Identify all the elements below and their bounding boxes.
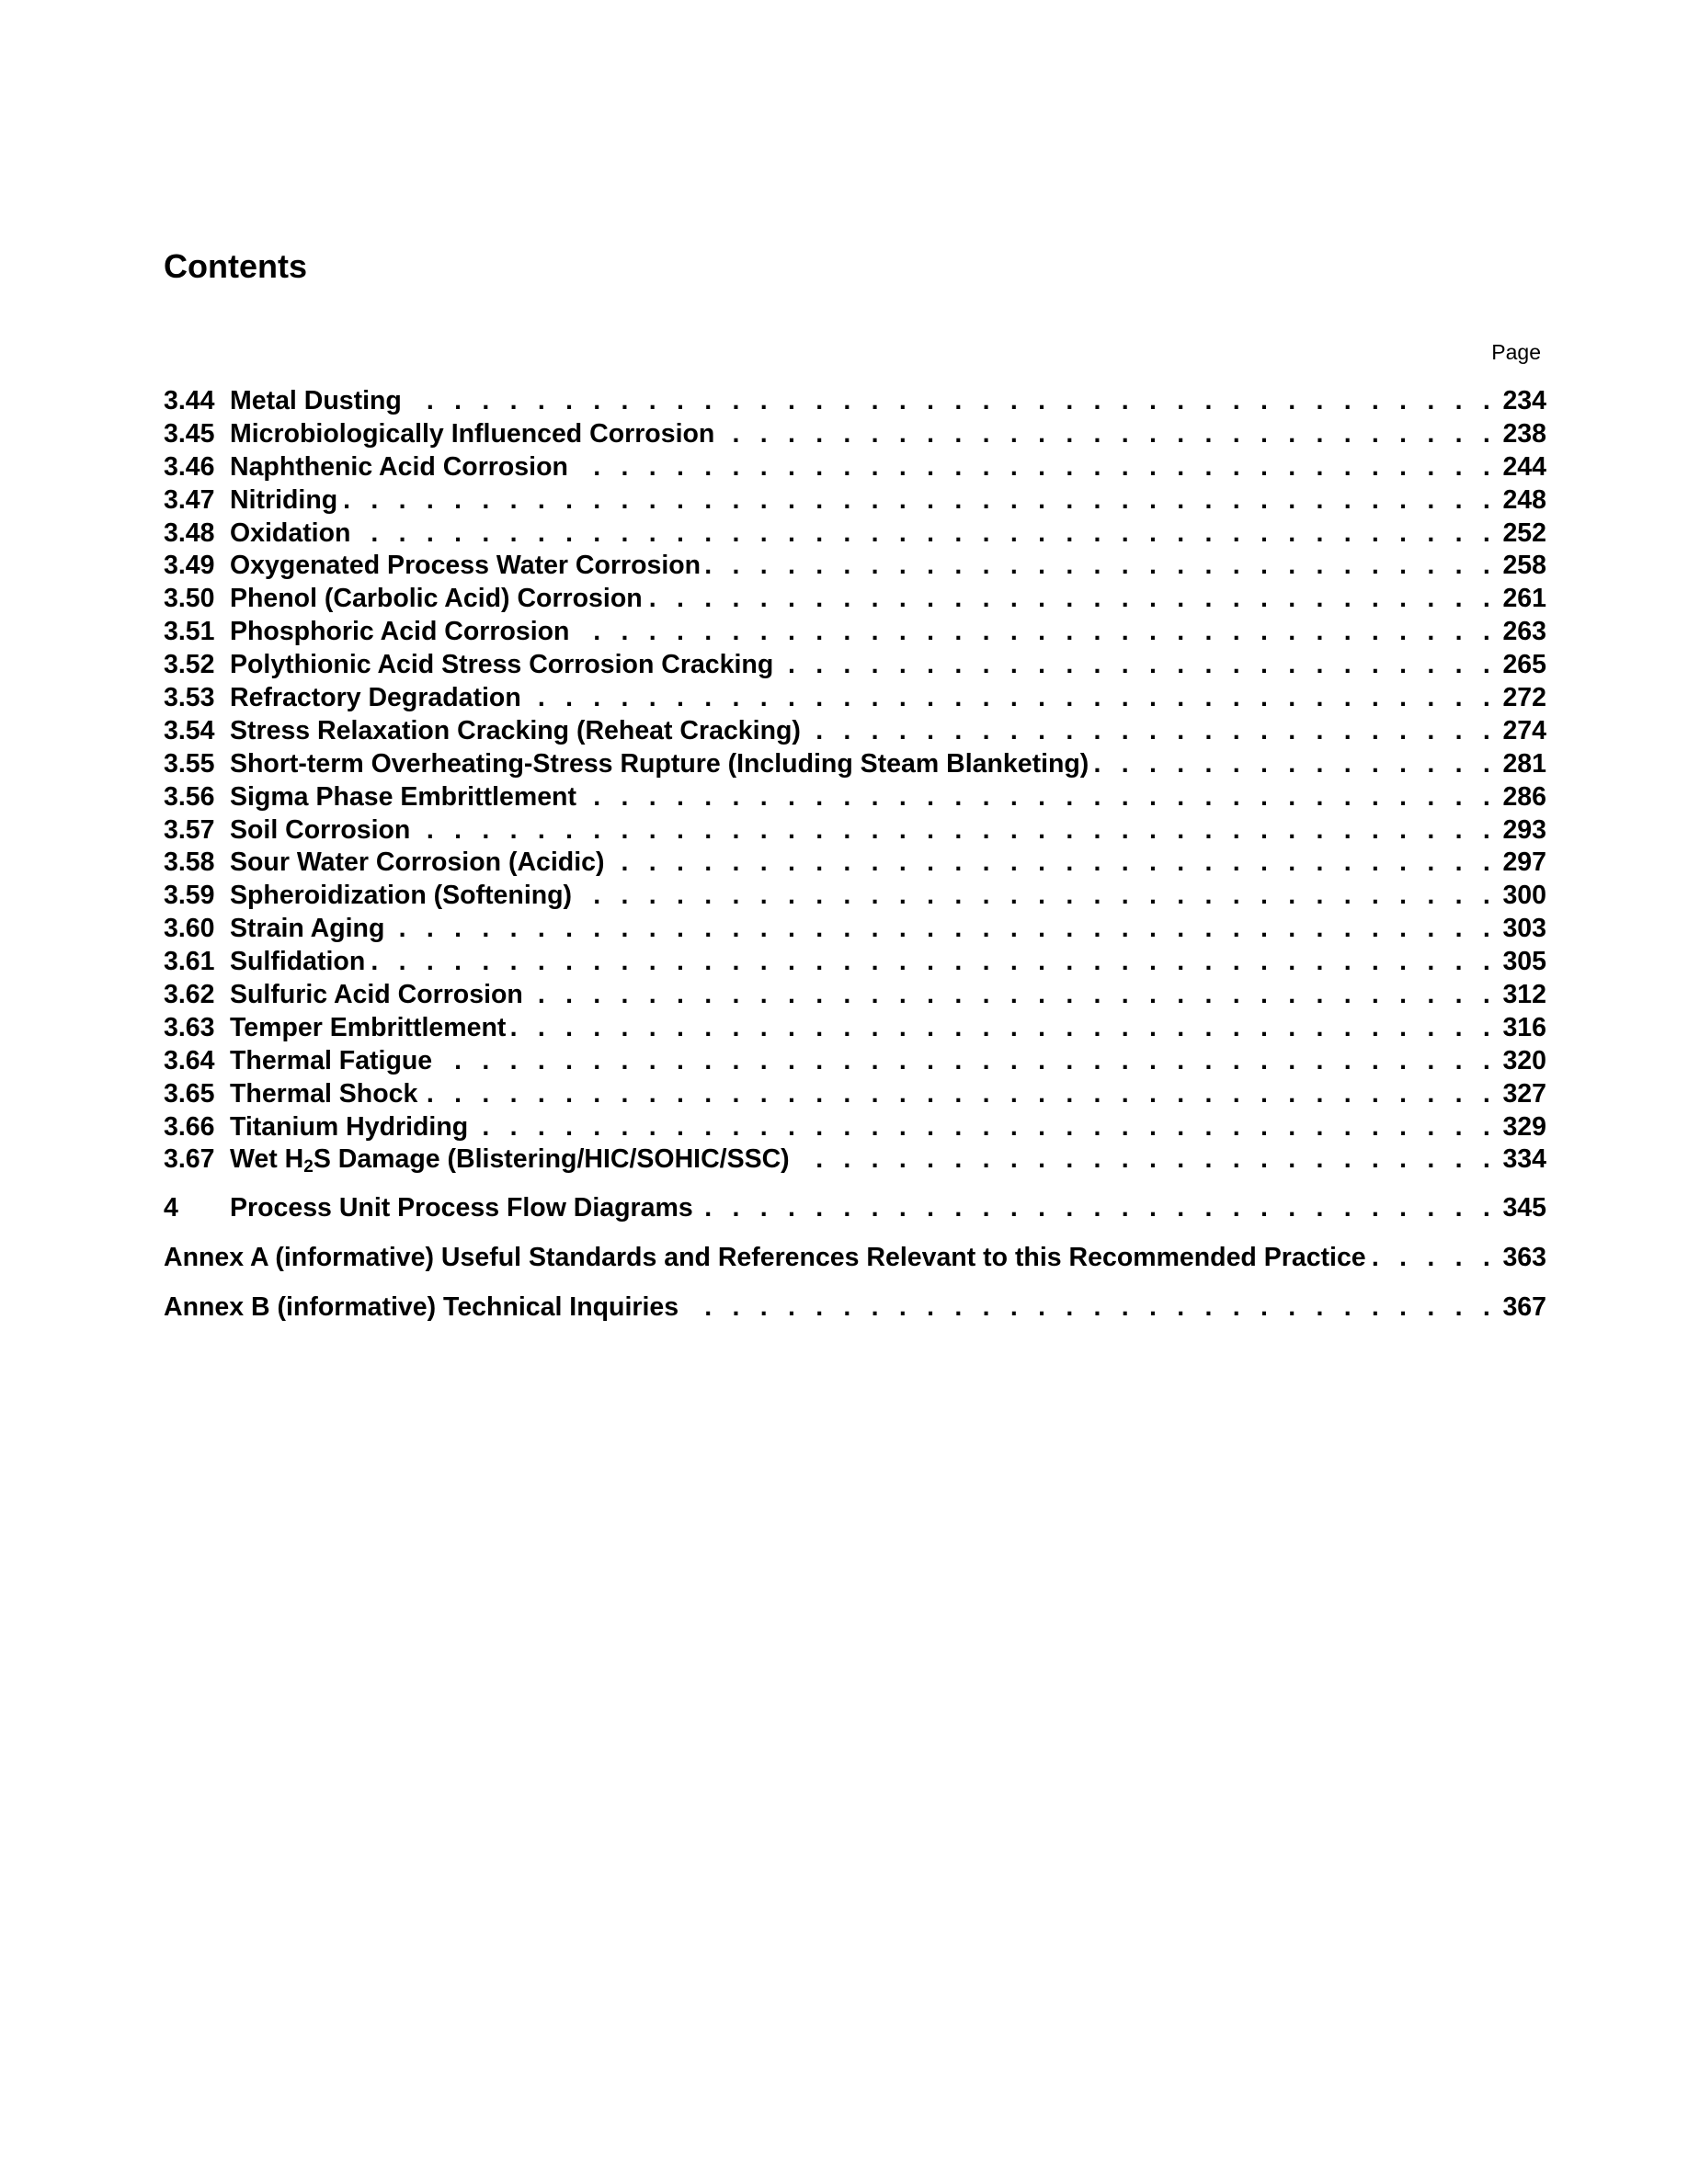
toc-entry-number: 3.45 — [164, 418, 215, 449]
dot-leader — [574, 452, 1497, 483]
toc-entry-number: 3.48 — [164, 518, 215, 548]
toc-entry-page: 248 — [1502, 484, 1546, 515]
dot-leader — [473, 1112, 1497, 1143]
toc-entry-page: 286 — [1502, 781, 1546, 812]
toc-entry-3-58[interactable] — [164, 847, 1546, 881]
dot-leader — [648, 584, 1497, 614]
toc-entry-3-60[interactable] — [164, 914, 1546, 947]
toc-entry-annex-b[interactable] — [164, 1292, 1546, 1325]
toc-entry-title: Metal Dusting — [230, 386, 402, 415]
toc-entry-title: Spheroidization (Softening) — [230, 881, 573, 911]
dot-leader — [699, 1193, 1497, 1223]
dot-leader — [706, 551, 1497, 581]
toc-entry-number: 3.54 — [164, 715, 215, 745]
toc-entry-number: 4 — [164, 1193, 178, 1223]
dot-leader — [529, 980, 1497, 1010]
toc-entry-page: 281 — [1502, 748, 1546, 779]
toc-entry-3-53[interactable] — [164, 683, 1546, 716]
toc-entry-number: 3.44 — [164, 386, 215, 415]
toc-entry-page: 252 — [1502, 518, 1546, 548]
dot-leader — [416, 815, 1497, 846]
toc-entry-page: 274 — [1502, 715, 1546, 745]
toc-entry-page: 244 — [1502, 451, 1546, 482]
toc-entry-3-59[interactable] — [164, 881, 1546, 914]
toc-entry-title: Oxygenated Process Water Corrosion — [230, 551, 701, 581]
toc-entry-3-48[interactable] — [164, 518, 1546, 552]
dot-leader — [371, 947, 1497, 977]
toc-entry-3-49[interactable] — [164, 551, 1546, 584]
dot-leader — [610, 847, 1497, 878]
dot-leader — [577, 881, 1497, 911]
toc-entry-title: Annex A (informative) Useful Standards and References Relevant to this Recommended Practice — [164, 1243, 1366, 1273]
toc-entry-section-4[interactable] — [164, 1193, 1546, 1226]
toc-entry-title: Thermal Fatigue — [230, 1045, 433, 1075]
toc-entry-page: 320 — [1502, 1045, 1546, 1075]
toc-entry-title: Nitriding — [230, 484, 338, 515]
toc-entry-3-46[interactable] — [164, 452, 1546, 485]
toc-entry-page: 234 — [1502, 386, 1546, 415]
toc-entry-3-56[interactable] — [164, 782, 1546, 815]
toc-entry-3-64[interactable] — [164, 1046, 1546, 1079]
toc-entry-number: 3.66 — [164, 1111, 215, 1142]
toc-entry-3-54[interactable] — [164, 716, 1546, 749]
toc-entry-title: Sour Water Corrosion (Acidic) — [230, 847, 605, 878]
dot-leader — [356, 518, 1497, 549]
dot-leader — [511, 1013, 1497, 1043]
dot-leader — [390, 914, 1497, 944]
toc-entry-page: 263 — [1502, 617, 1546, 647]
toc-entry-page: 312 — [1502, 980, 1546, 1010]
toc-entry-number: 3.46 — [164, 451, 215, 482]
toc-entry-3-67[interactable] — [164, 1144, 1546, 1177]
toc-entry-number: 3.55 — [164, 748, 215, 779]
toc-entry-number: 3.65 — [164, 1078, 215, 1109]
dot-leader — [779, 650, 1497, 680]
dot-leader — [438, 1046, 1497, 1076]
title-part: Wet H — [230, 1144, 304, 1175]
toc-entry-page: 261 — [1502, 584, 1546, 614]
toc-entry-title: Stress Relaxation Cracking (Reheat Cracking) — [230, 715, 801, 745]
toc-entry-title: Microbiologically Influenced Corrosion — [230, 418, 715, 449]
toc-entry-number: 3.59 — [164, 881, 215, 911]
dot-leader — [806, 716, 1497, 746]
toc-entry-3-44[interactable] — [164, 386, 1546, 419]
toc-entry-number: 3.47 — [164, 484, 215, 515]
toc-entry-title: Short-term Overheating-Stress Rupture (Including Steam Blanketing) — [230, 748, 1089, 779]
toc-entry-title: Phosphoric Acid Corrosion — [230, 617, 570, 647]
toc-entry-page: 300 — [1502, 881, 1546, 911]
toc-entry-page: 334 — [1502, 1144, 1546, 1175]
toc-entry-page: 265 — [1502, 650, 1546, 680]
toc-entry-number: 3.49 — [164, 551, 215, 581]
toc-entry-number: 3.52 — [164, 650, 215, 680]
toc-entry-3-52[interactable] — [164, 650, 1546, 683]
toc-entry-3-51[interactable] — [164, 617, 1546, 650]
toc-entry-number: 3.56 — [164, 781, 215, 812]
toc-entry-number: 3.62 — [164, 980, 215, 1010]
toc-entry-number: 3.64 — [164, 1045, 215, 1075]
toc-entry-number: 3.57 — [164, 814, 215, 845]
toc-entry-number: 3.67 — [164, 1144, 215, 1175]
toc-entry-title: Temper Embrittlement — [230, 1012, 507, 1042]
toc-entry-title: Process Unit Process Flow Diagrams — [230, 1193, 693, 1223]
subscript: 2 — [303, 1157, 314, 1177]
toc-entry-title: Titanium Hydriding — [230, 1111, 469, 1142]
toc-entry-page: 272 — [1502, 683, 1546, 713]
toc-entry-3-47[interactable] — [164, 485, 1546, 518]
toc-entry-title: Sulfuric Acid Corrosion — [230, 980, 523, 1010]
toc-entry-page: 303 — [1502, 914, 1546, 944]
toc-entry-annex-a[interactable] — [164, 1243, 1546, 1276]
toc-entry-3-62[interactable] — [164, 980, 1546, 1013]
toc-entry-3-63[interactable] — [164, 1013, 1546, 1046]
dot-leader — [575, 617, 1497, 647]
toc-entry-page: 327 — [1502, 1078, 1546, 1109]
dot-leader — [1094, 749, 1497, 779]
toc-entry-number: 3.61 — [164, 947, 215, 977]
toc-entry-title — [230, 1144, 795, 1175]
dot-leader — [795, 1144, 1497, 1175]
toc-entry-title: Annex B (informative) Technical Inquiries — [164, 1292, 679, 1323]
toc-entry-title: Refractory Degradation — [230, 683, 521, 713]
toc-entry-3-65[interactable] — [164, 1079, 1546, 1112]
dot-leader — [527, 683, 1497, 713]
toc-entry-page: 367 — [1502, 1292, 1546, 1323]
toc-entry-3-66[interactable] — [164, 1112, 1546, 1145]
toc-entry-page: 329 — [1502, 1111, 1546, 1142]
page-title: Contents — [164, 247, 307, 285]
toc-entry-number: 3.50 — [164, 584, 215, 614]
toc-entry-page: 316 — [1502, 1012, 1546, 1042]
toc-entry-number: 3.60 — [164, 914, 215, 944]
dot-leader — [582, 782, 1497, 813]
toc-entry-title: Naphthenic Acid Corrosion — [230, 451, 568, 482]
toc-entry-3-61[interactable] — [164, 947, 1546, 980]
title-part: S Damage (Blistering/HIC/SOHIC/SSC) — [313, 1144, 790, 1175]
table-of-contents — [164, 386, 1546, 1325]
toc-entry-number: 3.58 — [164, 847, 215, 878]
toc-entry-title: Polythionic Acid Stress Corrosion Cracking — [230, 650, 774, 680]
toc-entry-title: Sigma Phase Embrittlement — [230, 781, 576, 812]
toc-entry-page: 293 — [1502, 814, 1546, 845]
toc-entry-page: 238 — [1502, 418, 1546, 449]
dot-leader — [720, 419, 1497, 449]
dot-leader — [684, 1292, 1497, 1323]
toc-entry-page: 345 — [1502, 1193, 1546, 1223]
toc-entry-3-55[interactable] — [164, 749, 1546, 782]
toc-entry-page: 297 — [1502, 847, 1546, 878]
toc-entry-title: Soil Corrosion — [230, 814, 411, 845]
toc-entry-3-45[interactable] — [164, 419, 1546, 452]
toc-entry-title: Strain Aging — [230, 914, 385, 944]
toc-entry-title: Phenol (Carbolic Acid) Corrosion — [230, 584, 643, 614]
toc-entry-number: 3.53 — [164, 683, 215, 713]
dot-leader — [343, 485, 1497, 516]
toc-entry-number: 3.51 — [164, 617, 215, 647]
dot-leader — [423, 1079, 1497, 1109]
toc-entry-page: 363 — [1502, 1243, 1546, 1273]
dot-leader — [407, 386, 1497, 416]
toc-entry-number: 3.63 — [164, 1012, 215, 1042]
toc-entry-3-57[interactable] — [164, 815, 1546, 848]
toc-entry-title: Sulfidation — [230, 947, 366, 977]
toc-entry-3-50[interactable] — [164, 584, 1546, 617]
toc-entry-page: 305 — [1502, 947, 1546, 977]
toc-entry-title: Oxidation — [230, 518, 351, 548]
toc-entry-title: Thermal Shock — [230, 1078, 418, 1109]
dot-leader — [1372, 1243, 1497, 1273]
toc-entry-page: 258 — [1502, 551, 1546, 581]
page-column-label: Page — [1491, 340, 1541, 364]
